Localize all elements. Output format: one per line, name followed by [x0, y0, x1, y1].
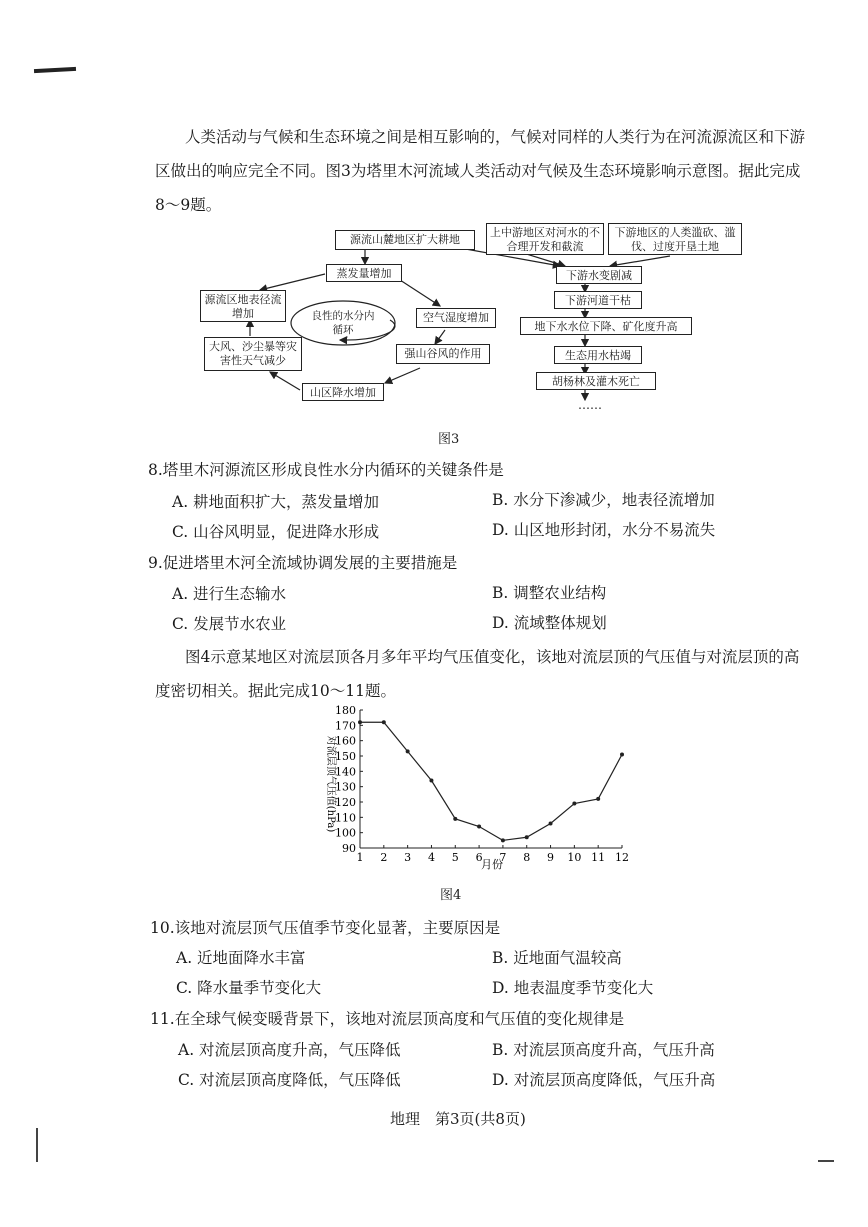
data-point	[358, 720, 362, 724]
box-poplar-death: 胡杨林及灌木死亡	[536, 372, 656, 390]
question-11-option-d: D. 对流层顶高度降低，气压升高	[492, 1071, 716, 1089]
y-tick-label: 180	[335, 704, 356, 717]
box-groundwater: 地下水水位下降、矿化度升高	[520, 317, 692, 335]
box-air-humidity: 空气湿度增加	[416, 308, 496, 328]
box-downstream-human-activity: 下游地区的人类滥砍、滥伐、过度开垦土地	[608, 223, 742, 255]
y-tick-label: 90	[342, 842, 356, 855]
figure-3-caption: 图3	[438, 432, 460, 447]
data-point	[525, 835, 529, 839]
scan-mark-right-edge	[818, 1160, 834, 1162]
question-8-option-a: A. 耕地面积扩大，蒸发量增加	[172, 493, 380, 511]
chart-y-axis-label: 对流层顶气压值(hPa)	[325, 735, 336, 833]
page-footer: 地理 第3页(共8页)	[390, 1110, 526, 1128]
series-line	[360, 722, 622, 840]
intro-paragraph-2: 图4示意某地区对流层顶各月多年平均气压值变化，该地对流层顶的气压值与对流层顶的高度密切相关。据此完成10～11题。	[155, 648, 800, 700]
x-tick-label: 1	[356, 851, 364, 864]
question-9-option-d: D. 流域整体规划	[492, 614, 607, 632]
question-9-option-c: C. 发展节水农业	[172, 615, 287, 633]
box-expand-farmland: 源流山麓地区扩大耕地	[335, 230, 475, 250]
figure-4-chart	[320, 702, 640, 872]
label-circulation: 良性的水分内循环	[311, 310, 375, 336]
question-10-option-b: B. 近地面气温较高	[492, 949, 622, 967]
question-11-option-a: A. 对流层顶高度升高，气压降低	[178, 1041, 401, 1059]
diagram-ellipsis: ……	[578, 398, 602, 412]
scan-mark-left-edge	[36, 1128, 38, 1162]
question-8-option-b: B. 水分下渗减少，地表径流增加	[492, 491, 715, 509]
question-10-stem: 10.该地对流层顶气压值季节变化显著，主要原因是	[150, 919, 501, 937]
question-8-stem: 8.塔里木河源流区形成良性水分内循环的关键条件是	[148, 461, 504, 479]
box-valley-wind: 强山谷风的作用	[396, 344, 490, 364]
arrow-human-downstream	[610, 256, 670, 266]
data-point	[382, 720, 386, 724]
y-tick-label: 110	[335, 811, 356, 825]
data-point	[620, 752, 624, 756]
data-point	[549, 821, 553, 825]
chart-x-axis-label: 月份	[481, 858, 503, 871]
box-downstream-water-decrease: 下游水变剧减	[556, 266, 642, 284]
x-tick-label: 12	[615, 851, 629, 864]
box-surface-runoff: 源流区地表径流增加	[200, 290, 286, 322]
y-tick-label: 160	[335, 734, 356, 748]
question-11-stem: 11.在全球气候变暖背景下，该地对流层顶高度和气压值的变化规律是	[150, 1010, 625, 1028]
figure-3-diagram	[190, 220, 750, 425]
x-tick-label: 7	[499, 851, 507, 864]
data-point	[596, 797, 600, 801]
data-point	[406, 749, 410, 753]
y-tick-label: 100	[335, 826, 356, 840]
arrow-humidity-valley	[435, 330, 445, 344]
question-10-option-a: A. 近地面降水丰富	[176, 949, 306, 967]
y-tick-label: 170	[335, 719, 356, 733]
box-river-dry: 下游河道干枯	[554, 291, 642, 309]
arrow-evap-runoff	[260, 274, 325, 290]
box-sandstorm-decrease: 大风、沙尘暴等灾害性天气减少	[204, 337, 302, 371]
x-tick-label: 5	[451, 851, 459, 864]
question-11-option-b: B. 对流层顶高度升高，气压升高	[492, 1041, 715, 1059]
question-10-option-d: D. 地表温度季节变化大	[492, 979, 654, 997]
x-tick-label: 2	[380, 851, 388, 864]
x-tick-label: 10	[567, 851, 582, 864]
box-mountain-rain: 山区降水增加	[302, 383, 384, 401]
arrow-evap-humidity	[400, 280, 440, 306]
y-tick-label: 140	[335, 765, 356, 779]
data-point	[477, 825, 481, 829]
arrow-valley-rain	[385, 368, 420, 383]
figure-4-caption: 图4	[440, 888, 462, 903]
x-tick-label: 11	[591, 851, 606, 864]
x-tick-label: 9	[547, 851, 555, 864]
box-ecological-water: 生态用水枯竭	[554, 346, 642, 364]
question-9-option-b: B. 调整农业结构	[492, 584, 607, 602]
question-10-option-c: C. 降水量季节变化大	[176, 979, 322, 997]
x-tick-label: 6	[475, 851, 483, 864]
y-tick-label: 120	[335, 796, 356, 809]
question-11-option-c: C. 对流层顶高度降低，气压降低	[178, 1071, 401, 1089]
x-tick-label: 3	[404, 851, 412, 864]
box-upstream-water-use: 上中游地区对河水的不合理开发和截流	[486, 223, 604, 255]
question-9-stem: 9.促进塔里木河全流域协调发展的主要措施是	[148, 554, 458, 572]
question-8-option-d: D. 山区地形封闭，水分不易流失	[492, 521, 716, 539]
x-tick-label: 4	[427, 851, 435, 864]
data-point	[429, 779, 433, 783]
x-tick-label: 8	[523, 851, 531, 864]
y-tick-label: 130	[335, 780, 356, 794]
box-evaporation: 蒸发量增加	[326, 264, 402, 282]
question-9-option-a: A. 进行生态输水	[172, 585, 287, 603]
arrow-rain-sand	[270, 372, 300, 390]
data-point	[453, 817, 457, 821]
scan-mark-top-left	[34, 67, 76, 73]
question-8-option-c: C. 山谷风明显，促进降水形成	[172, 523, 380, 541]
intro-paragraph-1: 人类活动与气候和生态环境之间是相互影响的，气候对同样的人类行为在河流源流区和下游区做出的响应完全不同。图3为塔里木河流域人类活动对气候及生态环境影响示意图。据此完成8～9题。	[155, 128, 806, 214]
y-tick-label: 150	[335, 750, 356, 763]
data-point	[501, 838, 505, 842]
data-point	[572, 802, 576, 806]
